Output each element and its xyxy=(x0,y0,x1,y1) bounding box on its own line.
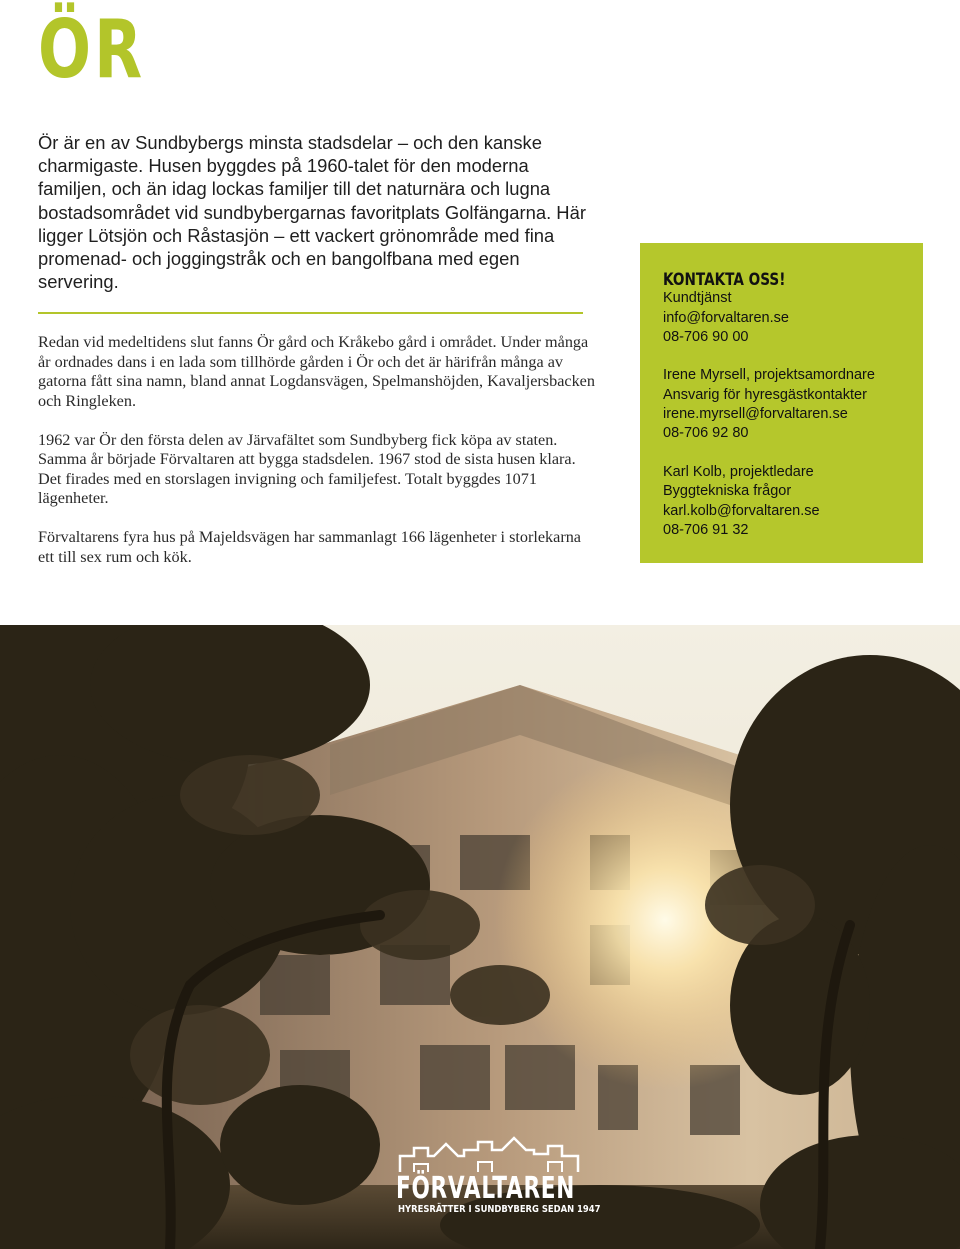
contact-person-role: Byggtekniska frågor xyxy=(663,483,792,500)
contact-phone: 08-706 91 32 xyxy=(663,521,749,538)
forvaltaren-logo xyxy=(394,1136,601,1220)
contact-person-name: Irene Myrsell, projektsamordnare xyxy=(663,367,875,384)
contact-box xyxy=(640,243,923,563)
contact-phone: 08-706 92 80 xyxy=(663,425,749,442)
contact-label: Kundtjänst xyxy=(663,290,732,307)
contact-heading: KONTAKTA OSS! xyxy=(663,270,786,289)
lead-paragraph: Ör är en av Sundbybergs minsta stadsdelar – och den kanske charmigaste. Husen byggdes på 1960-talet för den moderna familjen, och än idag lockas familjer till det naturnära och lugna bostadsområdet vid sundbybergarnas favoritplats Golfängarna. Här ligger Lötsjön och Råstasjön – ett vackert grönområde med fina promenad- och joggingstråk och en bangolfbana med egen servering. xyxy=(38,132,586,293)
contact-person-role: Ansvarig för hyresgästkontakter xyxy=(663,386,867,403)
logo-wordmark: FÖRVALTAREN xyxy=(396,1171,576,1206)
page-title: ÖR xyxy=(38,3,146,96)
contact-email-link[interactable]: karl.kolb@forvaltaren.se xyxy=(663,502,820,519)
contact-email-link[interactable]: info@forvaltaren.se xyxy=(663,309,789,326)
contact-email-link[interactable]: irene.myrsell@forvaltaren.se xyxy=(663,406,848,423)
body-paragraph-3: Förvaltarens fyra hus på Majeldsvägen har sammanlagt 166 lägenheter i storlekarna ett till sex rum och kök. xyxy=(38,528,581,566)
contact-group-irene xyxy=(663,366,901,443)
contact-group-karl xyxy=(663,463,901,540)
body-text xyxy=(38,333,598,587)
body-paragraph-1: Redan vid medeltidens slut fanns Ör gård och Kråkebo gård i området. Under många år ordnades dans i en lada som tillhörde gården i Ör och det är härifrån många av gatorna fått sina namn, bland annat Logdansvägen, Spelmanshöjden, Kavaljersbacken och Ringleken. xyxy=(38,333,595,410)
divider-rule xyxy=(38,312,583,314)
logo-tagline: HYRESRÄTTER I SUNDBYBERG SEDAN 1947 xyxy=(398,1204,601,1215)
contact-phone: 08-706 90 00 xyxy=(663,328,749,345)
body-paragraph-2: 1962 var Ör den första delen av Järvafältet som Sundbyberg fick köpa av staten. Samma år började Förvaltaren att bygga stadsdelen. 1967 stod de sista husen klara. Det firades med en storslagen invigning och familjefest. Totalt byggdes 1071 lägenheter. xyxy=(38,430,576,507)
logo-skyline-icon xyxy=(394,1136,584,1174)
contact-group-customer-service xyxy=(663,289,901,347)
contact-person-name: Karl Kolb, projektledare xyxy=(663,463,814,480)
